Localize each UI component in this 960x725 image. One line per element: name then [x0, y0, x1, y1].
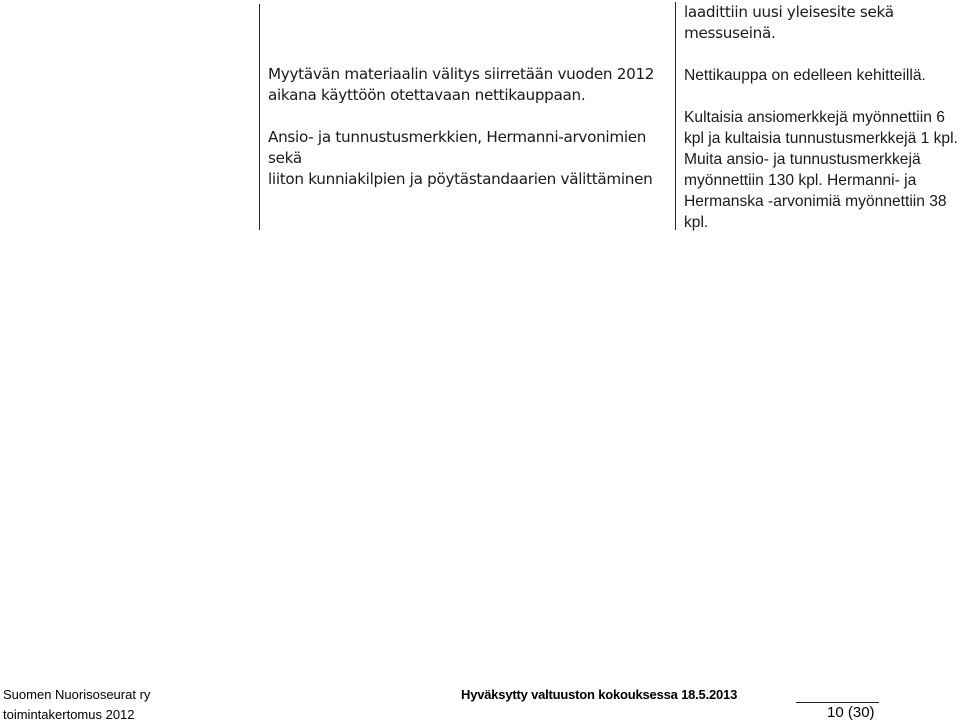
footer-document-title: toimintakertomus 2012: [3, 707, 135, 722]
footer-organization: Suomen Nuorisoseurat ry: [3, 687, 151, 702]
right-paragraph-awards: Kultaisia ansiomerkkejä myönnettiin 6 kpl ja kultaisia tunnustusmerkkejä 1 kpl. Muita ansio- ja tunnustusmerkkejä myönnettiin 130 kpl. Hermanni- ja Hermanska -arvonimiä myönnettiin 38 kpl.: [684, 109, 958, 231]
footer-divider: [796, 702, 879, 703]
table-border-left: [259, 4, 260, 230]
footer-approval-note: Hyväksytty valtuuston kokouksessa 18.5.2013: [461, 687, 738, 702]
table-border-middle: [675, 2, 676, 230]
page-number: 10 (30): [827, 704, 875, 721]
left-paragraph-materials: Myytävän materiaalin välitys siirretään vuoden 2012 aikana käyttöön otettavaan nettikauppaan.: [268, 65, 655, 104]
right-paragraph-webshop: Nettikauppa on edelleen kehitteillä.: [684, 67, 926, 84]
right-paragraph-brochure: laadittiin uusi yleisesite sekä messuseinä.: [684, 3, 894, 42]
left-paragraph-badges: Ansio- ja tunnustusmerkkien, Hermanni-arvonimien sekä liiton kunniakilpien ja pöytästandaarien välittäminen: [268, 128, 653, 188]
